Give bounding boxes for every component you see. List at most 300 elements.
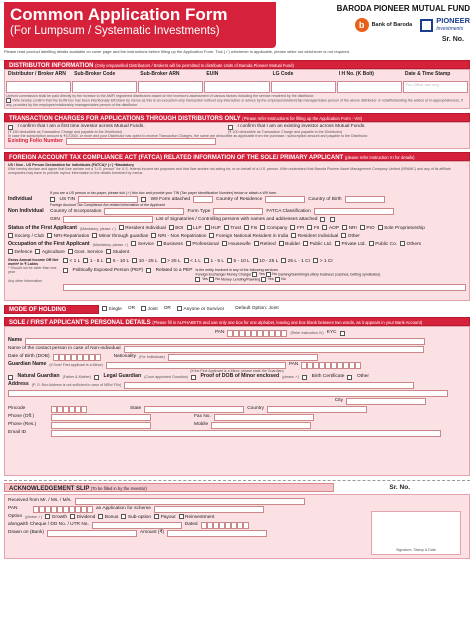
income-option-label: 10 - 25 L [259,259,279,265]
distributor-col-input[interactable] [72,81,137,93]
signatories-yes[interactable] [320,217,325,222]
occupation-option [8,249,32,255]
status-option-label: Society / Club [14,234,45,240]
fatca-declaration: I/We hereby declare and agree that I/we am/are not a "U.S. person" for U.S. federal income tax purposes and that I/we am/are not acting for, or on behalf of a U.S. person. I/We understand that Baroda Pioneer Asset Management Company Limited (BPAMC) and any of its affiliate companies may have to provide my/our information to the details furnished by me/us. [8,167,451,176]
transaction-footnote: In case the subscription amount is ₹10,000/- or more and your Distributor has opted to receive Transaction Charges, the same are deductible as applicable from the purchase / subscription amount and payable to the Distributor. [8,134,369,139]
holding-option [128,306,135,312]
other-info-input[interactable] [63,284,466,291]
fatca-section [4,152,470,301]
occupation-option-label: Builder [285,242,301,248]
state-input[interactable] [144,406,244,413]
pan-input[interactable] [227,330,287,337]
ack-scheme-input[interactable] [154,506,264,513]
status-option-label: FPI [296,226,305,232]
status-checkbox[interactable] [378,225,383,230]
giin-label: GIIN [50,216,60,222]
phone-off-input[interactable] [51,414,151,421]
ack-cheque-label: alongwith Cheque / DD No. / UTR No. [8,522,89,528]
natural-guardian-label: Natural Guardian [17,373,60,380]
email-label: Email ID [8,430,27,436]
ack-sr-no: Sr. No. [389,483,410,491]
income-option [313,258,333,264]
occupation-checkbox[interactable] [35,249,40,254]
holding-checkbox[interactable] [177,306,182,311]
form-header [4,2,470,60]
income-option-label: 1 - 5 L [89,259,104,265]
distributor-note: (Only empanelled Distributors / Brokers will be permitted to distribute Units of Baroda Pioneer Mutual Fund) [95,63,294,68]
country-birth-input[interactable] [345,196,385,203]
service-choice-label: Yes [201,277,209,282]
occupation-checkbox[interactable] [335,241,340,246]
income-option [106,258,129,264]
status-checkbox[interactable] [92,233,97,238]
occupation-option-label: Govt. Service [74,250,104,256]
us-tin-input[interactable] [78,196,138,203]
proof-dob-label: Proof of DOB of Minor enclosed [200,373,280,380]
occupation-option [106,249,129,255]
occupation-checkbox[interactable] [254,241,259,246]
status-option-label: NRI [348,226,357,232]
service-checkbox[interactable] [275,277,280,282]
bank-of-baroda-logo [355,18,413,32]
individual-text: If you are a US person or tax-payer, please tick (✓) this box and provide your TIN (Tax payer Identification Number) below or attach a W9 form. [50,191,278,196]
ack-option-checkbox[interactable] [70,514,75,519]
first-time-investor-checkbox[interactable] [8,125,13,130]
income-option [253,258,278,264]
occupation-checkbox[interactable] [8,249,13,254]
email-input[interactable] [51,430,441,437]
status-option-label: Sole Proprietorship [384,226,425,232]
ack-option-option-label: Payout [160,514,176,520]
occupation-row-2 [8,249,466,257]
ack-option-option-label: Bonus [104,514,119,520]
occupation-option-label: Public Ltd. [309,242,332,248]
country-input[interactable] [267,406,367,413]
occupation-option [186,241,219,247]
occupation-checkbox[interactable] [186,241,191,246]
city-input[interactable] [346,398,426,405]
occupation-checkbox[interactable] [106,249,111,254]
ack-option-checkbox[interactable] [179,514,184,519]
holding-option-label: Joint [147,306,158,312]
status-option [378,225,425,231]
fatca-class-input[interactable] [314,208,394,215]
distributor-title: DISTRIBUTOR INFORMATION [9,63,94,69]
status-option [47,233,89,239]
ack-option-option-label: Sub-option [127,514,152,520]
ack-box [4,494,470,559]
guardian-pan-input[interactable] [301,362,361,369]
ack-cheque-input[interactable] [92,522,182,529]
individual-label: Individual [8,196,33,203]
address-line2-input[interactable] [8,390,448,397]
income-option-label: > 1 Cr [319,259,333,265]
status-checkbox[interactable] [224,225,229,230]
income-worth-note: * Should not be older than one year [8,266,57,275]
status-checkbox[interactable] [151,233,156,238]
income-option [132,258,157,264]
ack-amount-input[interactable] [167,530,267,537]
natural-guardian-note: (Father & Mother) [62,375,91,380]
service-checkbox[interactable] [209,277,214,282]
ack-pan-input[interactable] [33,506,93,513]
holding-checkbox[interactable] [102,306,107,311]
occupation-option [157,241,183,247]
occupation-checkbox[interactable] [131,241,136,246]
service-choice-label: Yes [258,272,266,277]
distributor-col-input[interactable] [138,81,203,93]
occupation-option-label: Business [163,242,183,248]
income-option-label: 5 - 10 L [233,259,250,265]
distributor-col-header: Date & Time Stamp [403,71,468,80]
ack-option-option [121,514,151,520]
occupation-option-label: Others [406,242,422,248]
service-choice [209,277,221,281]
contact-input[interactable] [124,346,424,353]
guardian-note: (If Sole/ First applicant is a Minor) [49,362,103,367]
status-option-label: LLP [193,226,202,232]
holding-options [102,306,224,312]
ack-option-option [45,514,67,520]
occupation-checkbox[interactable] [303,241,308,246]
existing-charge: (₹ 100 deductible as Transaction Charge and payable to the Distributor) [228,130,343,134]
ack-option-option [179,514,215,520]
service-item [278,272,380,276]
ack-dated-label: Dated [184,522,198,528]
legal-guardian-label: Legal Guardian [103,373,142,380]
fatca-class-label: FATCA Classification [266,208,311,214]
income-option-label: 5 - 10 L [112,259,130,265]
applicant-section [4,317,470,476]
dob-input[interactable] [53,354,101,361]
occupation-checkbox[interactable] [68,249,73,254]
occupation-option [68,249,103,255]
holding-option-label: OR [163,305,171,311]
income-option-label: > 25 L [167,259,181,265]
holding-option [177,306,224,312]
income-option [63,258,80,264]
folio-input[interactable] [66,138,216,145]
form-title: Common Application Form [10,5,228,24]
ack-option-checkbox[interactable] [45,514,50,519]
country-birth-label: Country of Birth [308,196,342,202]
birth-cert-checkbox[interactable] [302,375,307,380]
income-checkbox[interactable] [83,258,88,263]
holding-option [102,306,122,312]
existing-investor-label: I confirm that I am an existing investor across Mutual Funds. [237,124,366,130]
giin-input[interactable] [63,216,153,223]
service-checkbox[interactable] [261,277,266,282]
income-option [161,258,181,264]
status-checkbox[interactable] [169,225,174,230]
service-checkbox[interactable] [195,277,200,282]
title-block [4,2,276,48]
service-choice-label: Yes [267,277,275,282]
occupation-option-label: Housewife [228,242,251,248]
ack-note: (To be filled in by the Investor) [90,486,147,491]
w9-label: W9 Form attached [150,196,191,202]
occupation-checkbox[interactable] [279,241,284,246]
status-option [244,225,257,231]
transaction-box [4,122,470,149]
income-checkbox[interactable] [313,258,318,263]
status-checkbox[interactable] [360,225,365,230]
bob-logo-icon: b [355,18,369,32]
income-checkbox[interactable] [253,258,258,263]
income-option-label: < 1 L [69,259,81,265]
holding-checkbox[interactable] [141,306,146,311]
related-pep-label: Related to a PEP [155,267,193,273]
fax-label: Fax No. [194,414,211,420]
ack-option-option-label: Reinvestment [185,514,215,520]
distributor-bar [4,60,470,69]
income-checkbox[interactable] [132,258,137,263]
ack-app-label: an Application for scheme [96,506,151,512]
distributor-col-header: LG Code [271,71,336,80]
us-tin-label: US TIN [59,196,76,202]
form-type-input[interactable] [213,208,263,215]
status-option [260,225,287,231]
ack-option-checkbox[interactable] [154,514,159,519]
address-label: Address [8,381,29,388]
service-choice [252,272,265,276]
natural-guardian-checkbox[interactable] [8,375,13,380]
status-option [342,225,357,231]
pioneer-logo-icon [420,19,433,32]
brand-block [280,4,470,33]
ack-dated-input[interactable] [201,522,249,529]
ack-option-option-label: Growth [51,514,68,520]
mobile-label: Mobile [194,422,209,428]
income-checkbox[interactable] [184,258,189,263]
income-checkbox[interactable] [106,258,111,263]
income-label-block [8,258,60,292]
w9-checkbox[interactable] [141,197,146,202]
pan-note: (Refer Instruction IV) [290,330,324,335]
income-option [227,258,250,264]
distributor-col-header: EUIN [204,71,269,80]
status-option-label: Foreign National Resident in India [215,234,289,240]
nationality-input[interactable] [168,354,318,361]
income-option-label: 10 - 25 L [138,259,158,265]
ack-option-checkbox[interactable] [121,514,126,519]
distributor-col-input[interactable] [271,81,336,93]
holding-option-label: Anyone or Survivor [183,306,225,312]
occupation-checkbox[interactable] [369,241,374,246]
status-note: (Mandatory, please ✓) [79,226,116,231]
status-checkbox[interactable] [341,233,346,238]
distributor-col-header: Sub-Broker ARN [138,71,203,80]
first-time-charge: (₹ 150 deductible as Transaction Charge and payable to the Distributor) [8,130,123,134]
non-individual-text: Foreign Account Tax Compliance Act related information of the Applicant [50,203,165,208]
legal-guardian-checkbox[interactable] [94,375,99,380]
form-type-label: Form Type [187,208,211,214]
occupation-checkbox[interactable] [400,241,405,246]
status-option-label: NRI-Repatriation [53,234,90,240]
fatca-note: (please refer instruction XI for details) [344,155,415,160]
state-label: State [130,406,142,412]
other-checkbox[interactable] [347,375,352,380]
status-checkbox[interactable] [209,233,214,238]
ack-sign-label: Signature, Stamp & Date [396,547,436,552]
fund-name: BARODA PIONEER MUTUAL FUND [336,4,470,13]
transaction-section [4,113,470,149]
incorporation-input[interactable] [104,208,184,215]
pep-checkbox[interactable] [63,268,68,273]
status-option [209,233,288,239]
income-checkbox[interactable] [204,258,209,263]
fax-input[interactable] [214,414,314,421]
country-label: Country [247,406,264,412]
status-row-2 [8,233,466,241]
income-checkbox[interactable] [281,258,286,263]
holding-option-label: Single [108,306,122,312]
us-tin-checkbox[interactable] [50,197,55,202]
status-option-label: BOI [175,226,184,232]
holding-option-label: OR [127,305,136,311]
occupation-option-label: Public Co. [375,242,398,248]
occupation-option [222,241,251,247]
status-checkbox[interactable] [187,225,192,230]
applicant-note: (Please fill in ALPHABETS and use only one box for one alphabet, leaving one box blank between two words, as it appears in your Bank Account) [152,320,423,325]
birth-cert-label: Birth Certificate [311,374,345,380]
service-choice-label: No [215,277,221,282]
status-option [322,225,339,231]
name-label: Name [8,337,23,344]
first-time-investor-label: I confirm that I am a first time investor across Mutual Funds. [17,124,145,130]
status-checkbox[interactable] [322,225,327,230]
distributor-col-input[interactable] [6,81,71,93]
occupation-option [279,241,300,247]
income-checkbox[interactable] [227,258,232,263]
occupation-option-label: Professional [192,242,219,248]
ack-received-label: Received from Mr. / Ms. / M/s. [8,498,72,504]
status-option-label: Trust [230,226,242,232]
distributor-col-header: Sub-Broker Code [72,71,137,80]
service-choice [261,277,274,281]
status-option-label: Minor through guardian [98,234,149,240]
ack-option-checkbox[interactable] [98,514,103,519]
service-item-label: Foreign Exchange/ Money Charger [195,272,253,277]
ack-drawn-label: Drawn on (Bank) [8,530,44,536]
pincode-input[interactable] [51,406,87,413]
status-checkbox[interactable] [47,233,52,238]
holding-row [4,304,470,314]
proof-dob-note: (please ✓) [282,375,300,380]
signatories-no[interactable] [330,217,335,222]
distributor-col-input[interactable]: For Office use only [403,81,468,93]
kyc-checkbox[interactable] [340,331,345,336]
guardian-label: Guardian Name [8,361,47,368]
distributor-col-header: I H No. (K Bolt) [337,71,402,80]
pincode-label: Pincode [8,406,26,412]
income-brackets [63,258,466,266]
holding-option [141,306,158,312]
status-option-label: Resident Individual [297,234,339,240]
status-option [169,225,184,231]
non-individual-label: Non Individual [8,208,44,215]
name-input[interactable] [25,338,425,345]
status-option-label: Company [266,226,288,232]
ack-received-input[interactable] [75,498,305,505]
income-option [184,258,201,264]
ack-option-option [154,514,175,520]
occupation-checkbox[interactable] [157,241,162,246]
other-info-label: Any other information [8,278,43,283]
pep-label: Politically Exposed Person (PEP) [72,267,144,273]
ack-option-option-label: Dividend [76,514,96,520]
proof-dob-checkbox[interactable] [191,375,196,380]
income-label: Gross Annual Income OR Net worth* in ₹ Lakhs [8,257,59,266]
occupation-checkbox[interactable] [222,241,227,246]
status-option [290,225,304,231]
address-input[interactable] [124,382,414,389]
income-option-label: 25 L - 1 Cr [287,259,311,265]
distributor-col-input[interactable] [337,81,402,93]
status-checkbox[interactable] [307,225,312,230]
income-option [281,258,310,264]
occupation-option [369,241,397,247]
ack-title: ACKNOWLEDGEMENT SLIP [9,486,90,492]
income-checkbox[interactable] [63,258,68,263]
distributor-box [4,69,470,109]
related-pep-checkbox[interactable] [146,268,151,273]
status-label: Status of the First Applicant [8,224,77,231]
fatca-us-line: US / Non - US Person Declaration for individuals (FATCA)* (✓) *Mandatory [8,163,134,167]
guardian-input[interactable] [106,362,286,369]
ack-pan-label: PAN [8,506,18,512]
distributor-col-input[interactable] [204,81,269,93]
w9-input[interactable] [193,196,213,203]
status-checkbox[interactable] [342,225,347,230]
status-option [341,233,360,239]
status-checkbox[interactable] [291,233,296,238]
address-note: (P. O. Box Address is not sufficient in case of NRIs/ FIIs) [31,383,122,388]
status-checkbox[interactable] [260,225,265,230]
euin-declaration-text: I/We hereby confirm that the EUIN box has been intentionally left blank by me/us as this is an execution-only transaction without any interaction or advice by the employee/relationship manager/sales person of the above distributor or notwithstanding the advice of in-appropriateness, if any, provided by the employee/relationship manager/sales person of the distributor. [6,98,463,108]
status-checkbox[interactable] [119,225,124,230]
phone-res-input[interactable] [51,422,151,429]
status-option [187,225,202,231]
existing-investor-checkbox[interactable] [228,125,233,130]
services-list [195,272,380,281]
occupation-option-label: Retired [260,242,276,248]
status-option [8,233,44,239]
status-checkbox[interactable] [290,225,295,230]
mobile-input[interactable] [211,422,311,429]
ack-drawn-input[interactable] [47,530,137,537]
service-choice [266,272,278,276]
status-option-label: PIO [366,226,375,232]
dob-label: Date of Birth (DOB) [8,354,50,360]
city-label: City [334,398,343,404]
transaction-note: (Please refer Instructions for filling up the Application Form - VIII) [242,116,363,121]
country-residence-input[interactable] [265,196,305,203]
ack-option-label: Option [8,514,23,520]
applicant-bar [4,317,470,326]
status-checkbox[interactable] [244,225,249,230]
service-choice-label: No [272,272,278,277]
status-option [151,233,206,239]
status-checkbox[interactable] [205,225,210,230]
status-checkbox[interactable] [8,233,13,238]
incorporation-label: Country of Incorporation [50,208,102,214]
income-checkbox[interactable] [161,258,166,263]
ack-stamp-box [371,511,461,555]
status-option [360,225,375,231]
nationality-label: Nationality [113,354,136,360]
services-note: Is the entity involved in any of the following services [195,267,278,272]
